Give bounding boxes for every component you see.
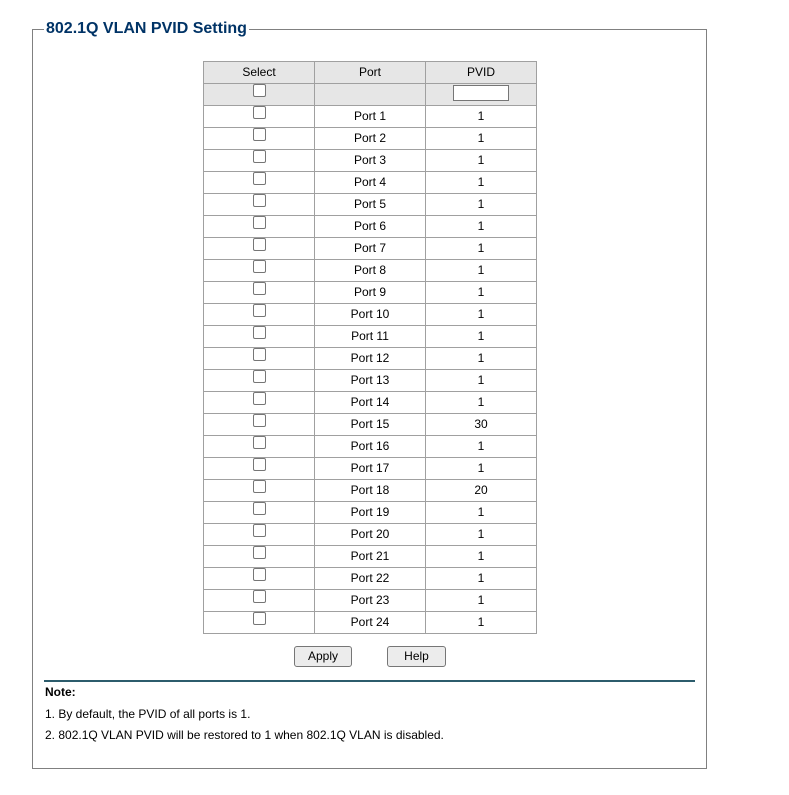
port-pvid: 1 [426,106,537,128]
port-pvid: 1 [426,524,537,546]
port-select-checkbox[interactable] [253,260,266,273]
table-row [204,392,537,414]
port-pvid: 1 [426,546,537,568]
port-select-checkbox[interactable] [253,326,266,339]
port-select-checkbox[interactable] [253,612,266,625]
pvid-table [203,61,537,634]
port-select-checkbox[interactable] [253,348,266,361]
port-select-checkbox[interactable] [253,194,266,207]
port-pvid: 1 [426,436,537,458]
port-pvid: 1 [426,216,537,238]
port-select-checkbox[interactable] [253,150,266,163]
port-name: Port 21 [315,546,426,568]
table-row [204,414,537,436]
port-name: Port 14 [315,392,426,414]
table-row [204,568,537,590]
port-pvid: 1 [426,348,537,370]
table-row [204,216,537,238]
port-pvid: 1 [426,568,537,590]
port-name: Port 22 [315,568,426,590]
note-line: 2. 802.1Q VLAN PVID will be restored to 1 when 802.1Q VLAN is disabled. [45,728,444,742]
port-name: Port 8 [315,260,426,282]
port-name: Port 13 [315,370,426,392]
help-button[interactable]: Help [387,646,446,667]
port-select-checkbox[interactable] [253,282,266,295]
table-row [204,194,537,216]
port-name: Port 12 [315,348,426,370]
table-row [204,260,537,282]
apply-button[interactable]: Apply [294,646,352,667]
port-select-checkbox[interactable] [253,128,266,141]
table-row [204,370,537,392]
table-header-row [204,62,537,84]
port-pvid: 1 [426,612,537,634]
port-name: Port 15 [315,414,426,436]
port-name: Port 11 [315,326,426,348]
table-row [204,348,537,370]
table-row [204,106,537,128]
table-row [204,128,537,150]
port-name: Port 1 [315,106,426,128]
port-name: Port 5 [315,194,426,216]
port-select-checkbox[interactable] [253,502,266,515]
port-select-checkbox[interactable] [253,304,266,317]
port-name: Port 19 [315,502,426,524]
port-name: Port 9 [315,282,426,304]
note-title: Note: [45,685,76,699]
note-divider [44,680,695,682]
table-row [204,590,537,612]
batch-pvid-input[interactable] [453,85,509,101]
table-row [204,480,537,502]
batch-edit-row [204,84,537,106]
table-row [204,238,537,260]
port-select-checkbox[interactable] [253,370,266,383]
port-name: Port 3 [315,150,426,172]
note-line: 1. By default, the PVID of all ports is 1. [45,707,251,721]
port-pvid: 1 [426,326,537,348]
select-all-checkbox[interactable] [253,84,266,97]
table-row [204,546,537,568]
port-select-checkbox[interactable] [253,458,266,471]
table-row [204,304,537,326]
column-header-pvid: PVID [426,62,537,84]
port-name: Port 20 [315,524,426,546]
port-select-checkbox[interactable] [253,172,266,185]
port-pvid: 20 [426,480,537,502]
port-pvid: 1 [426,502,537,524]
table-row [204,150,537,172]
table-row [204,436,537,458]
port-name: Port 17 [315,458,426,480]
port-pvid: 1 [426,370,537,392]
port-name: Port 23 [315,590,426,612]
port-select-checkbox[interactable] [253,238,266,251]
port-select-checkbox[interactable] [253,216,266,229]
table-row [204,326,537,348]
port-pvid: 1 [426,282,537,304]
port-select-checkbox[interactable] [253,106,266,119]
port-select-checkbox[interactable] [253,414,266,427]
table-row [204,612,537,634]
port-pvid: 30 [426,414,537,436]
port-name: Port 16 [315,436,426,458]
port-pvid: 1 [426,238,537,260]
table-row [204,524,537,546]
port-pvid: 1 [426,590,537,612]
port-pvid: 1 [426,172,537,194]
table-row [204,172,537,194]
port-pvid: 1 [426,260,537,282]
port-name: Port 24 [315,612,426,634]
port-pvid: 1 [426,304,537,326]
port-name: Port 10 [315,304,426,326]
port-select-checkbox[interactable] [253,568,266,581]
port-pvid: 1 [426,458,537,480]
table-row [204,458,537,480]
column-header-port: Port [315,62,426,84]
port-pvid: 1 [426,128,537,150]
port-select-checkbox[interactable] [253,436,266,449]
port-select-checkbox[interactable] [253,524,266,537]
port-name: Port 7 [315,238,426,260]
port-name: Port 18 [315,480,426,502]
port-select-checkbox[interactable] [253,480,266,493]
port-select-checkbox[interactable] [253,392,266,405]
table-row [204,502,537,524]
port-pvid: 1 [426,392,537,414]
column-header-select: Select [204,62,315,84]
port-name: Port 4 [315,172,426,194]
table-row [204,282,537,304]
page-title: 802.1Q VLAN PVID Setting [46,20,247,37]
port-pvid: 1 [426,150,537,172]
port-select-checkbox[interactable] [253,590,266,603]
port-pvid: 1 [426,194,537,216]
port-select-checkbox[interactable] [253,546,266,559]
port-name: Port 2 [315,128,426,150]
port-name: Port 6 [315,216,426,238]
